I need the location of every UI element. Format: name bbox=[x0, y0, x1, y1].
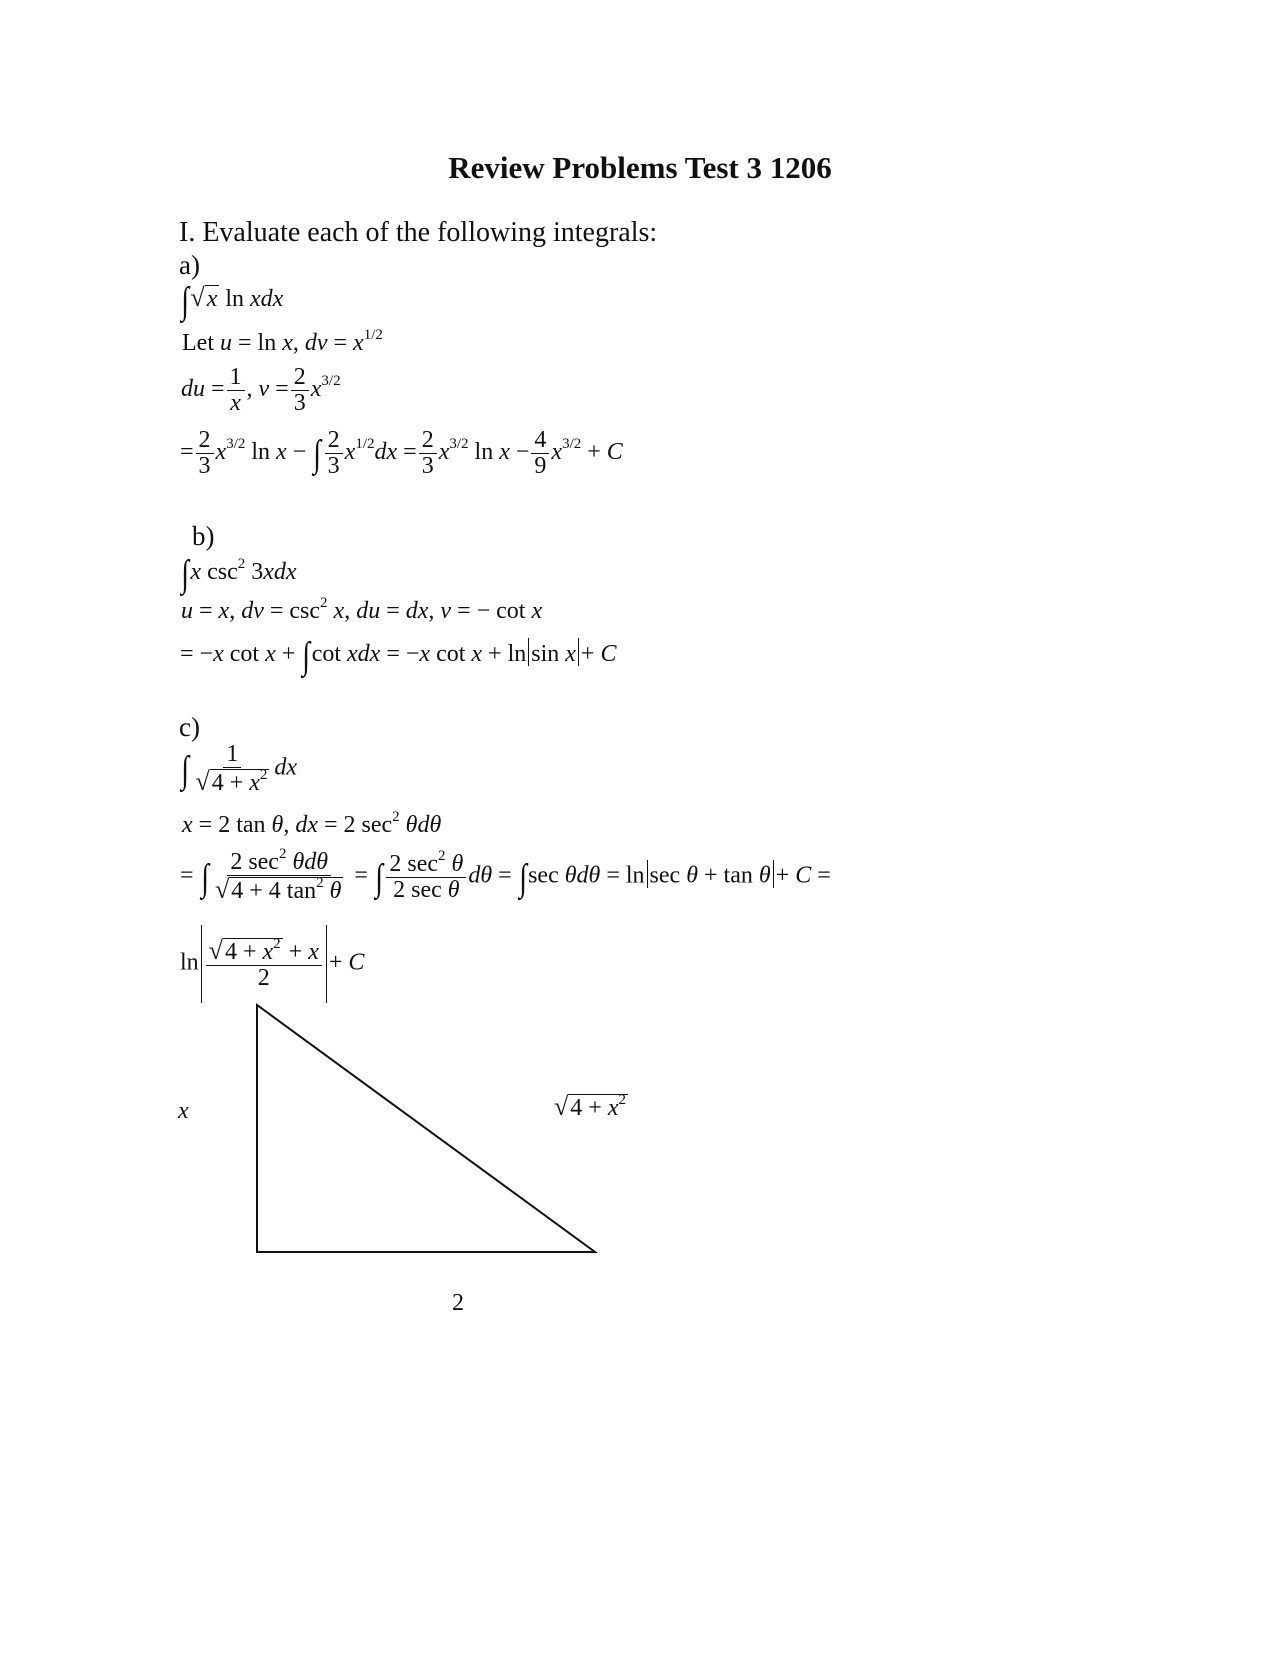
part-b-result: = −x cot x + ∫cot xdx = −x cot x + ln sin x + C bbox=[180, 635, 617, 677]
part-a-label: a) bbox=[179, 250, 200, 280]
triangle-side-2: 2 bbox=[452, 1290, 464, 1316]
part-c-label: c) bbox=[179, 712, 200, 742]
part-c-final: ln $\frac{√4 + x^2 + x}{2}$ + C bbox=[180, 925, 364, 1003]
triangle-side-x bbox=[178, 1098, 189, 1125]
triangle-hypotenuse: $√4 + x^2$ bbox=[554, 1091, 626, 1121]
part-c-integral: ∫ $\frac{1}{√4 + x^2}$ dx bbox=[181, 741, 298, 797]
section-heading: I. Evaluate each of the following integrals: bbox=[179, 217, 658, 248]
part-a-substitution: Let u = ln x, dv = $x^{1/2}$ bbox=[182, 326, 383, 356]
triangle-shape bbox=[257, 1005, 595, 1252]
page-title: Review Problems Test 3 1206 bbox=[448, 150, 832, 185]
part-a-result: = $\frac{2}{3}$ $x^{3/2}$ ln x − ∫ $\frac{2}{3}$ $x^{1/2}dx$ = $\frac{2}{3}$ $x^{3/2}$ ln x − $\frac{4}{9}$ $x^{3/2} + C$ bbox=[180, 427, 623, 480]
part-c-result: = ∫ $\frac{2 \sec^2 \theta d\theta}{√4 + 4 \tan^2 \theta}$ = ∫ $\frac{2 \sec^2 \theta}{\text{2 sec θ}}$ dθ = ∫sec θdθ = ln sec θ + tan θ + C = bbox=[180, 845, 831, 905]
part-b-label: b) bbox=[192, 521, 215, 551]
side-x-label: x bbox=[178, 1098, 189, 1124]
part-b-substitution: u = x, dv = $\csc^2 x$, du = dx, v = − cot x bbox=[181, 594, 543, 624]
let-text: Let bbox=[182, 330, 214, 356]
part-a-integral: ∫√x ln xdx bbox=[181, 280, 284, 322]
part-b-integral: ∫x $\csc^2 3xdx$ bbox=[181, 553, 297, 595]
part-c-substitution: x = 2 tan θ, dx = 2 $\sec^2 \theta d\theta$ bbox=[182, 808, 442, 838]
part-a-du-v: du = $\frac{1}{x}$ , v = $\frac{2}{3}$ $x^{3/2}$ bbox=[181, 364, 341, 417]
